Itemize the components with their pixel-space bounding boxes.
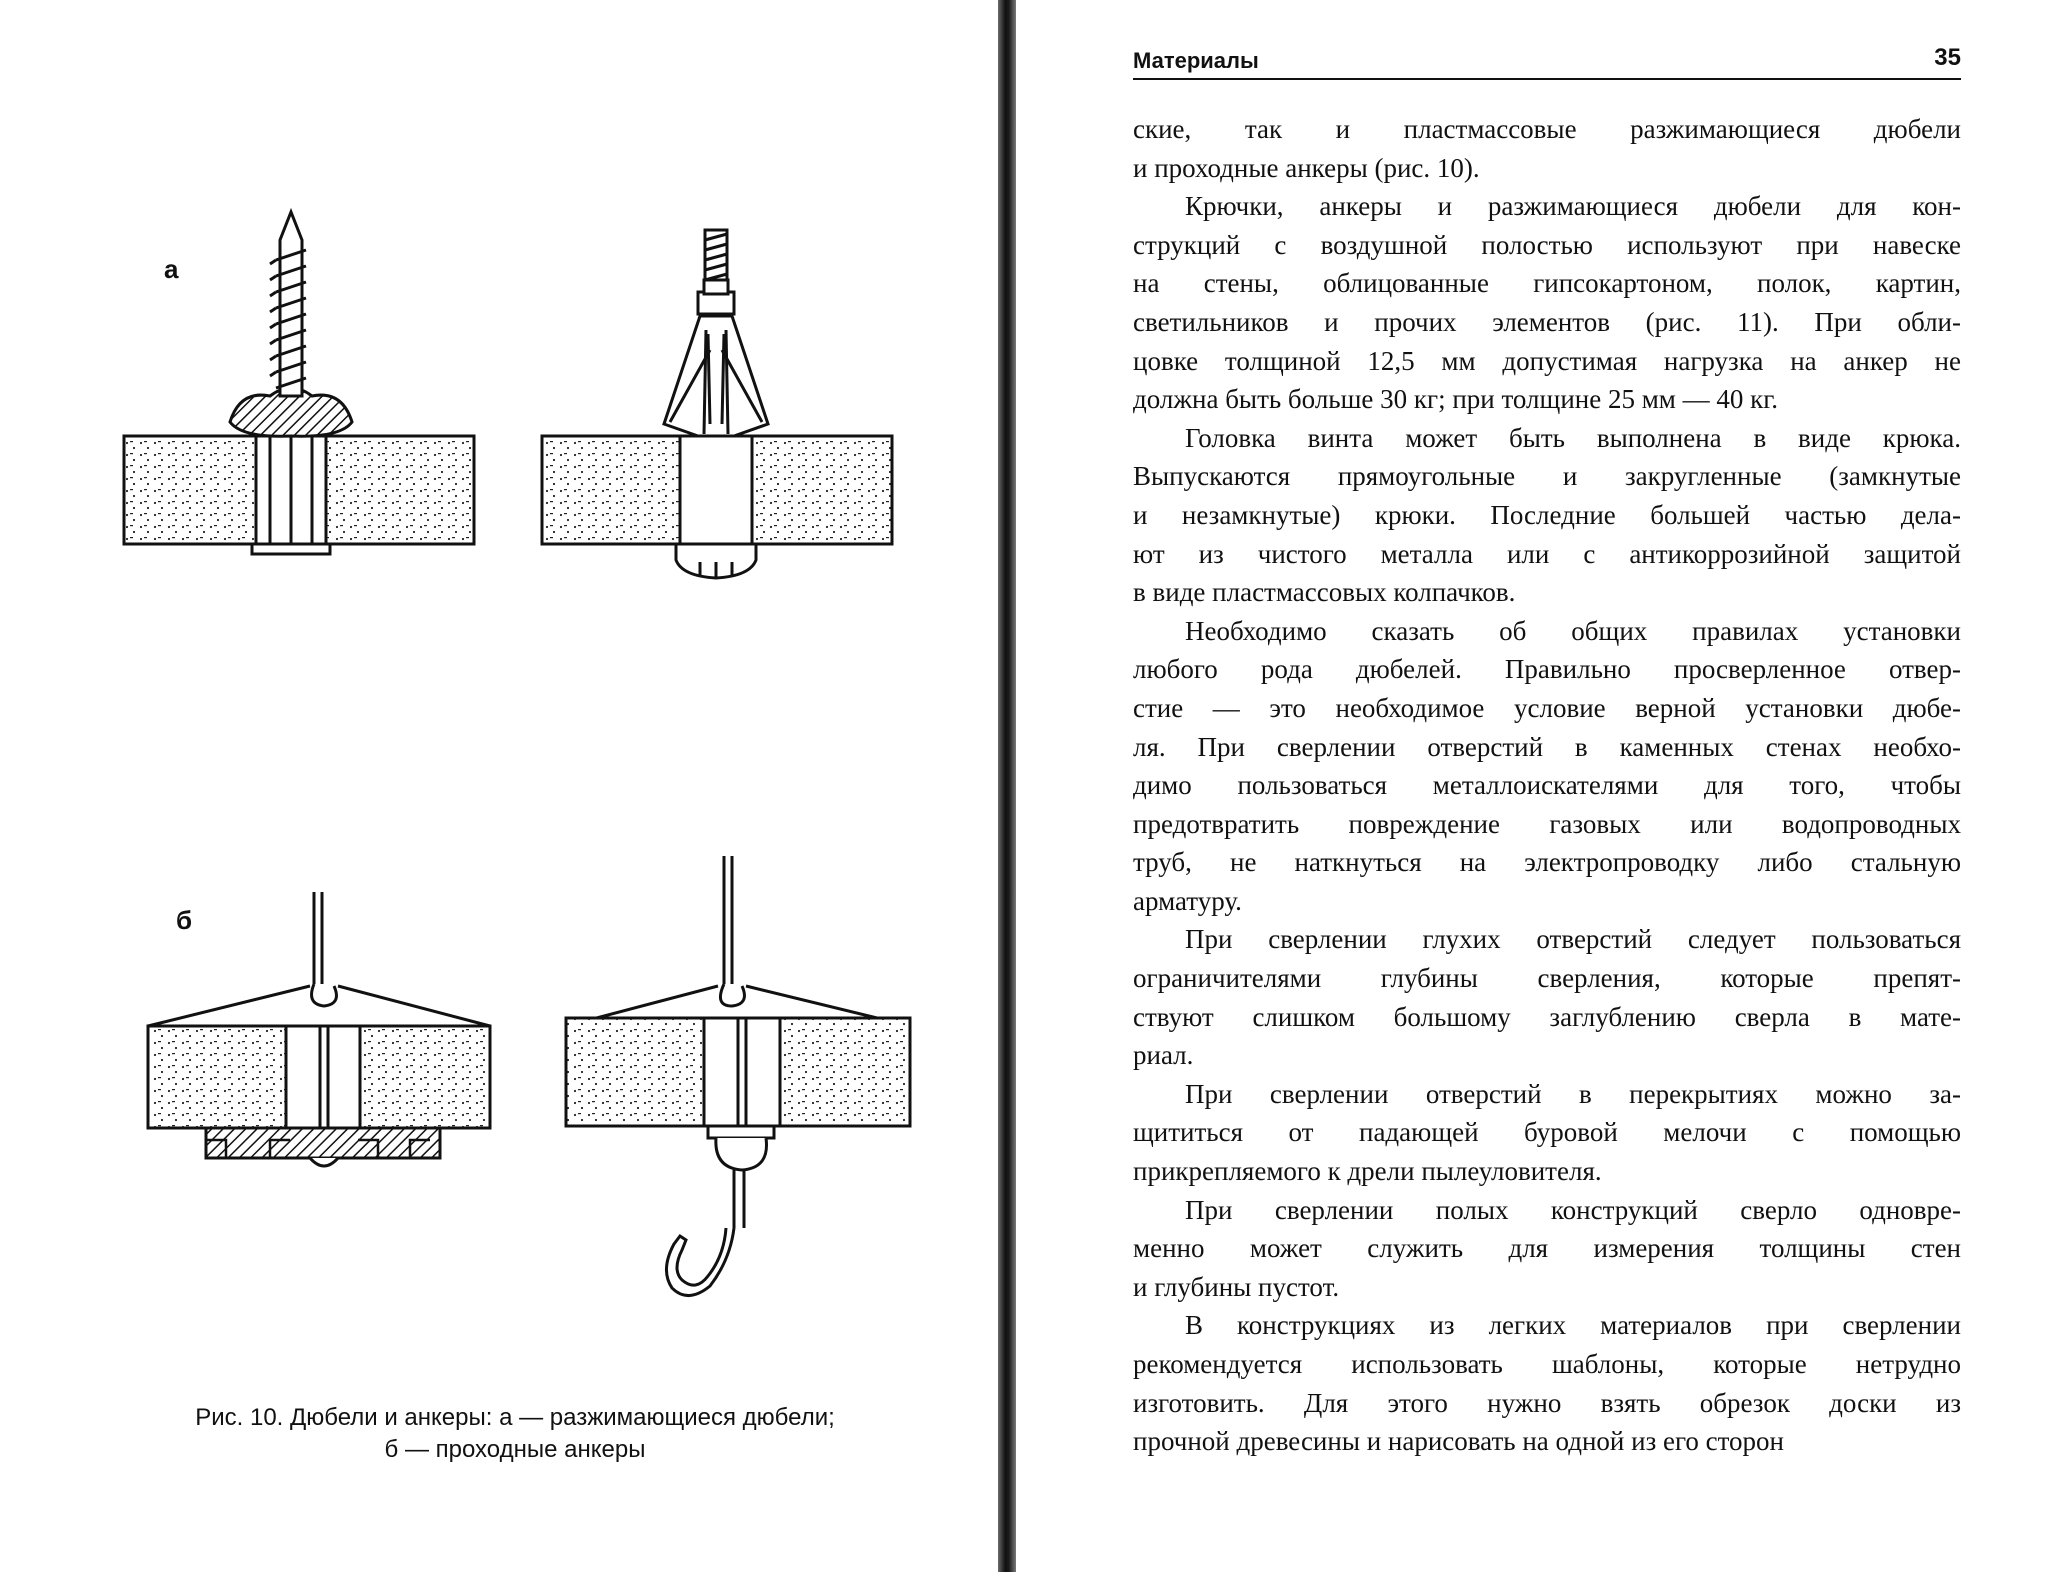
text-line: При сверлении отверстий в перекрытиях можно за- bbox=[1185, 1078, 1961, 1109]
text-line: изготовить. Для этого нужно взять обрезок доски из bbox=[1133, 1387, 1961, 1418]
figure-label-a: а bbox=[164, 254, 179, 284]
text-line: стие — это необходимое условие верной установки дюбе- bbox=[1133, 692, 1961, 723]
text-line: При сверлении глухих отверстий следует пользоваться bbox=[1185, 924, 1961, 955]
paragraph bbox=[1133, 920, 1961, 1074]
body-text bbox=[1133, 110, 1961, 1461]
caption-line-1: Рис. 10. Дюбели и анкеры: а — разжимающиеся дюбели; bbox=[195, 1404, 835, 1431]
text-line: и проходные анкеры (рис. 10). bbox=[1133, 152, 1480, 183]
paragraph bbox=[1133, 1075, 1961, 1191]
text-line: должна быть больше 30 кг; при толщине 25 мм — 40 кг. bbox=[1133, 384, 1779, 415]
text-line: цовке толщиной 12,5 мм допустимая нагрузка на анкер не bbox=[1133, 345, 1961, 376]
figure-caption bbox=[130, 1402, 900, 1466]
text-line: ля. При сверлении отверстий в каменных стенах необхо- bbox=[1133, 731, 1961, 762]
section-title: Материалы bbox=[1133, 48, 1259, 73]
running-header bbox=[1133, 44, 1961, 80]
text-line: труб, не наткнуться на электропроводку либо стальную bbox=[1133, 847, 1961, 878]
paragraph bbox=[1133, 1191, 1961, 1307]
text-line: менно может служить для измерения толщины стен bbox=[1133, 1233, 1961, 1264]
text-line: Крючки, анкеры и разжимающиеся дюбели для кон- bbox=[1185, 191, 1961, 222]
text-line: В конструкциях из легких материалов при сверлении bbox=[1185, 1310, 1961, 1341]
book-spine bbox=[998, 0, 1016, 1572]
text-line: и глубины пустот. bbox=[1133, 1271, 1340, 1302]
text-line: Выпускаются прямоугольные и закругленные (замкнутые bbox=[1133, 461, 1961, 492]
text-line: светильников и прочих элементов (рис. 11). При обли- bbox=[1133, 306, 1961, 337]
text-line: щититься от падающей буровой мелочи с помощью bbox=[1133, 1117, 1961, 1148]
dowel-a-left bbox=[124, 212, 474, 554]
text-line: рекомендуется использовать шаблоны, которые нетрудно bbox=[1133, 1349, 1961, 1379]
anchor-b-left bbox=[148, 892, 490, 1166]
text-line: на стены, облицованные гипсокартоном, полок, картин, bbox=[1133, 268, 1961, 299]
dowel-a-right bbox=[542, 230, 892, 578]
text-line: предотвратить повреждение газовых или водопроводных bbox=[1133, 808, 1961, 839]
text-line: При сверлении полых конструкций сверло одновре- bbox=[1185, 1194, 1961, 1225]
paragraph bbox=[1133, 110, 1961, 187]
text-line: Необходимо сказать об общих правилах установки bbox=[1185, 615, 1961, 646]
text-line: Головка винта может быть выполнена в виде крюка. bbox=[1185, 422, 1961, 453]
text-line: риал. bbox=[1133, 1040, 1194, 1071]
paragraph bbox=[1133, 419, 1961, 612]
paragraph bbox=[1133, 1306, 1961, 1460]
text-line: и незамкнутые) крюки. Последние большей частью дела- bbox=[1133, 499, 1961, 530]
paragraph bbox=[1133, 187, 1961, 419]
figure-label-b: б bbox=[176, 905, 193, 935]
page-number: 35 bbox=[1934, 44, 1961, 71]
text-line: ствуют слишком большому заглублению сверла в мате- bbox=[1133, 1001, 1961, 1032]
paragraph bbox=[1133, 612, 1961, 921]
figure-dowels-anchors bbox=[110, 200, 930, 1320]
text-line: любого рода дюбелей. Правильно просверленное отвер- bbox=[1133, 654, 1961, 685]
text-line: ют из чистого металла или с антикоррозийной защитой bbox=[1133, 538, 1961, 569]
text-line: димо пользоваться металлоискателями для того, чтобы bbox=[1133, 770, 1961, 801]
text-line: ские, так и пластмассовые разжимающиеся дюбели bbox=[1133, 114, 1961, 144]
text-line: в виде пластмассовых колпачков. bbox=[1133, 577, 1516, 608]
text-line: ограничителями глубины сверления, которые препят- bbox=[1133, 963, 1961, 994]
text-line: струкций с воздушной полостью используют при навеске bbox=[1133, 229, 1961, 260]
caption-line-2: б — проходные анкеры bbox=[384, 1436, 646, 1463]
text-line: арматуру. bbox=[1133, 885, 1242, 916]
text-line: прочной древесины и нарисовать на одной из его сторон bbox=[1133, 1426, 1784, 1457]
text-line: прикрепляемого к дрели пылеуловителя. bbox=[1133, 1156, 1602, 1187]
anchor-b-right bbox=[566, 856, 910, 1296]
